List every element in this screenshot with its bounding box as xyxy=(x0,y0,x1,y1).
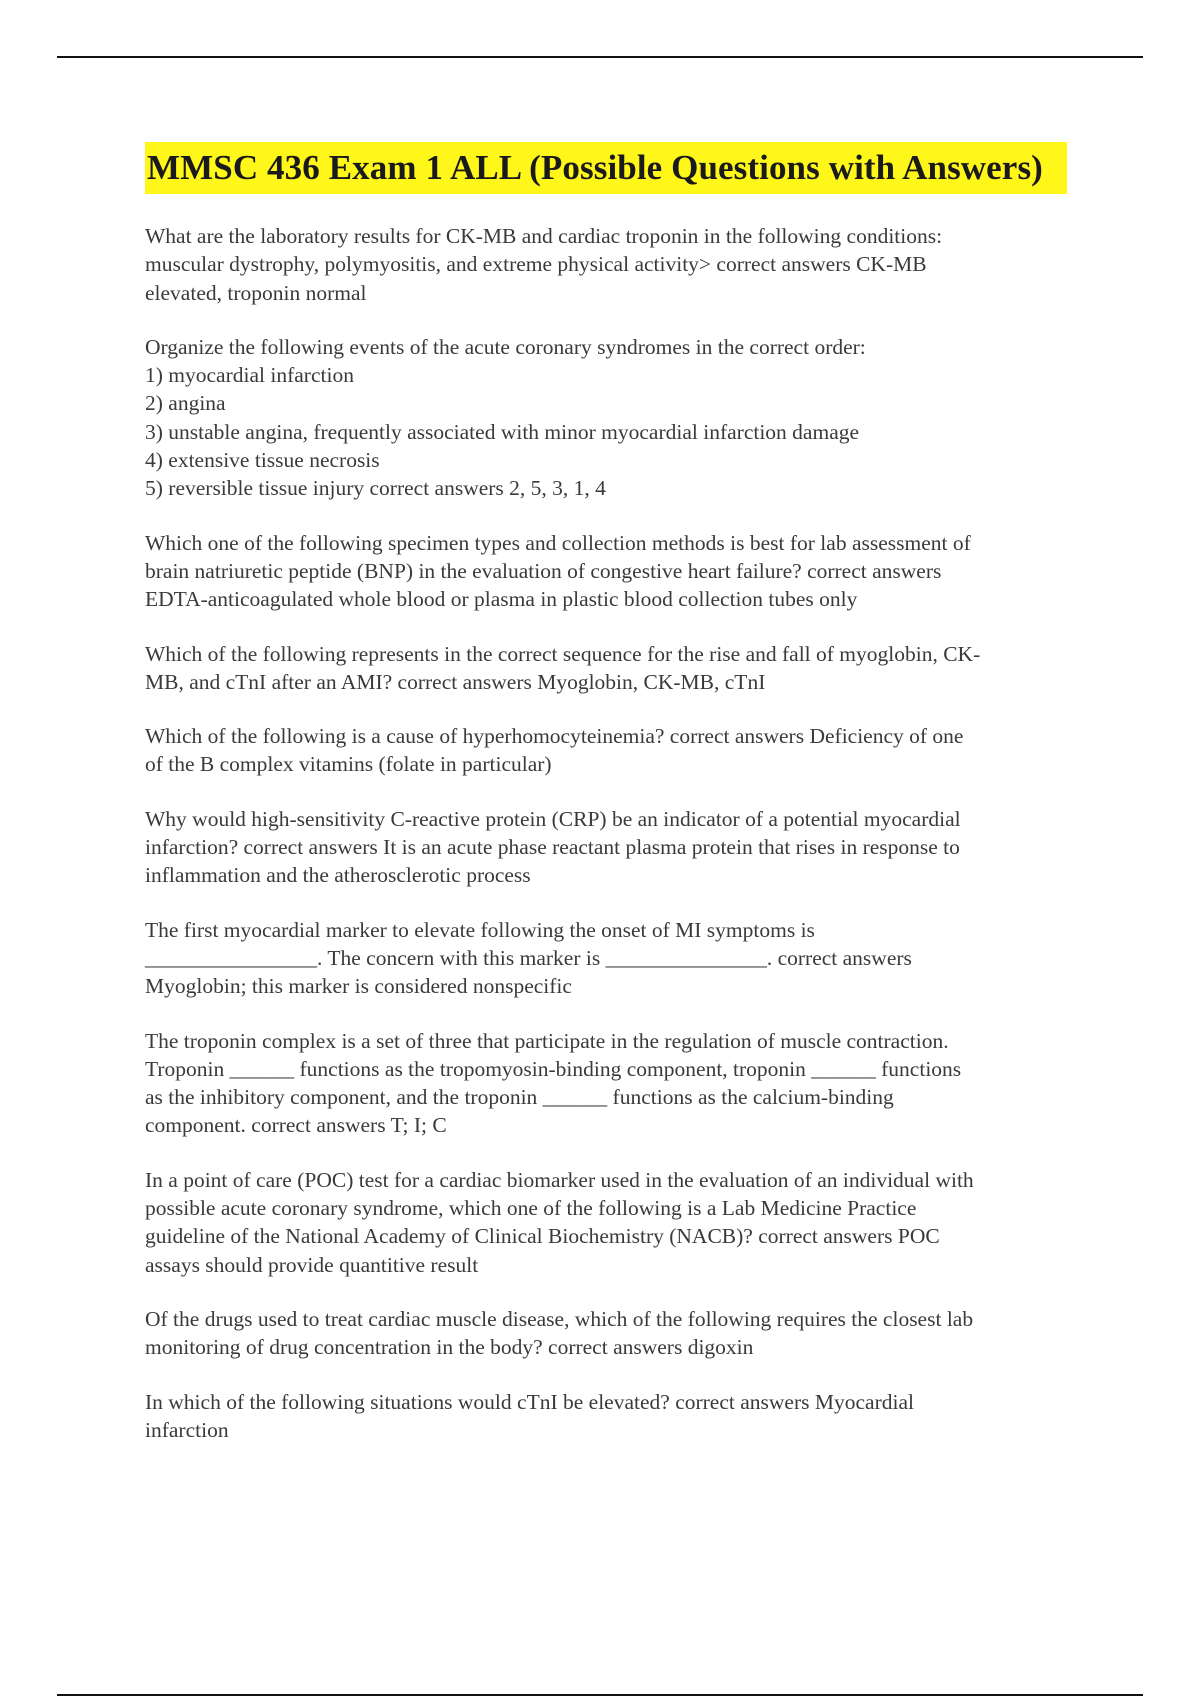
question-answer-7: The first myocardial marker to elevate following the onset of MI symptoms is ________________. The concern with this marker is _______________. correct answers Myoglobin; this marker is considered nonspecific xyxy=(145,917,912,999)
top-rule xyxy=(57,56,1143,58)
question-answer-11: In which of the following situations would cTnI be elevated? correct answers Myocardial infarction xyxy=(145,1389,914,1442)
question-answer-1: What are the laboratory results for CK-MB and cardiac troponin in the following conditions: muscular dystrophy, polymyositis, and extreme physical activity> correct answers CK-MB elevated, troponin normal xyxy=(145,224,943,305)
question-answer-3: Which one of the following specimen types and collection methods is best for lab assessment of brain natriuretic peptide (BNP) in the evaluation of congestive heart failure? correct answers EDTA-anticoagulated whole blood or plasma in plastic blood collection tubes only xyxy=(145,530,971,612)
bottom-rule xyxy=(57,1694,1143,1696)
question-answer-10: Of the drugs used to treat cardiac muscle disease, which of the following requires the closest lab monitoring of drug concentration in the body? correct answers digoxin xyxy=(145,1306,974,1360)
question-answer-8: The troponin complex is a set of three that participate in the regulation of muscle contraction. Troponin ______ functions as the tropomyosin-binding component, troponin ______ functions as the inhibitory component, and the troponin ______ functions as the calcium-binding component. correct answers T; I; C xyxy=(145,1028,962,1138)
question-answer-5: Which of the following is a cause of hyperhomocyteinemia? correct answers Deficiency of one of the B complex vitamins (folate in particular) xyxy=(145,724,964,777)
question-answer-2: Organize the following events of the acute coronary syndromes in the correct order: 1) myocardial infarction 2) angina 3) unstable angina, frequently associated with minor myocardial infarction damage 4) extensive tissue necrosis 5) reversible tissue injury correct answers 2, 5, 3, 1, 4 xyxy=(145,334,866,501)
question-list xyxy=(145,222,1095,1444)
question-answer-6: Why would high-sensitivity C-reactive protein (CRP) be an indicator of a potential myocardial infarction? correct answers It is an acute phase reactant plasma protein that rises in response to inflammation and the atherosclerotic process xyxy=(145,806,961,888)
document-title: MMSC 436 Exam 1 ALL (Possible Questions with Answers) xyxy=(145,142,1067,194)
document-body xyxy=(145,142,1095,1470)
question-answer-9: In a point of care (POC) test for a cardiac biomarker used in the evaluation of an individual with possible acute coronary syndrome, which one of the following is a Lab Medicine Practice guideline of the National Academy of Clinical Biochemistry (NACB)? correct answers POC assays should provide quantitive result xyxy=(145,1167,974,1277)
question-answer-4: Which of the following represents in the correct sequence for the rise and fall of myoglobin, CK- MB, and cTnI after an AMI? correct answers Myoglobin, CK-MB, cTnI xyxy=(145,641,981,694)
